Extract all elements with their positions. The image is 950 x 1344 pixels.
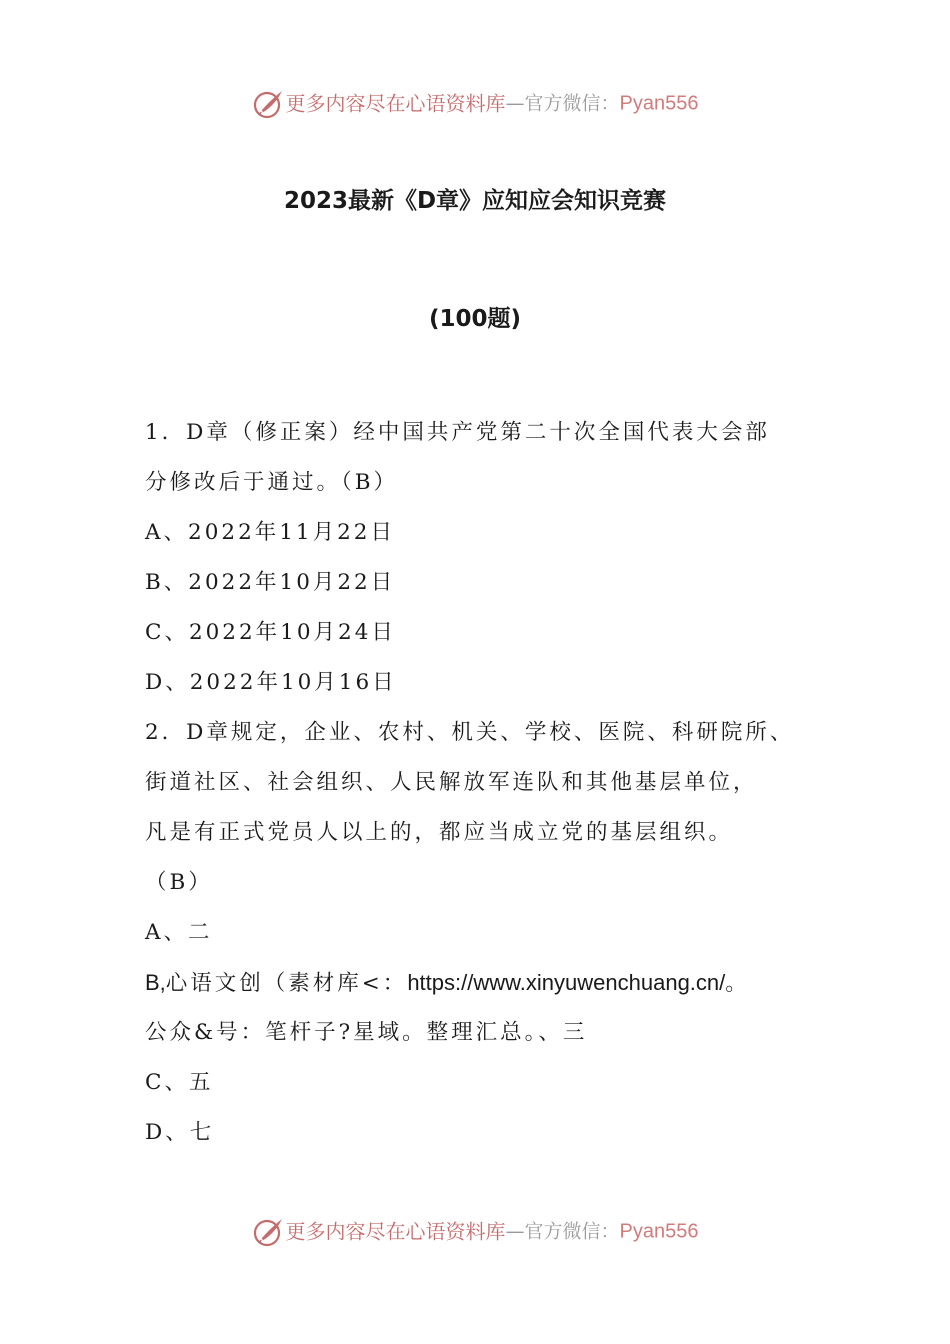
question-1-option-c: C、2022年10月24日 [145, 620, 396, 645]
document-subtitle: (100题) [428, 306, 522, 332]
question-2-option-a: A、二 [145, 920, 213, 945]
watermark-sub-text: —官方微信： [505, 92, 620, 115]
question-2-line-1: 2．D章规定，企业、农村、机关、学校、医院、科研院所、 [145, 720, 795, 745]
watermark-sub-text: —官方微信： [505, 1220, 620, 1243]
option-b-prefix: B, [145, 970, 166, 995]
question-2-option-c: C、五 [145, 1070, 214, 1095]
header-watermark [0, 87, 950, 119]
document-title: 2023最新《D章》应知应会知识竞赛 [283, 188, 667, 214]
watermark-wechat-id: Pyan556 [619, 1220, 699, 1243]
footer-watermark [0, 1215, 950, 1247]
question-2-answer: （B） [145, 870, 213, 895]
question-1-option-a: A、2022年11月22日 [145, 520, 395, 545]
question-2-line-2: 街道社区、社会组织、人民解放军连队和其他基层单位， [145, 770, 758, 795]
question-2-option-b [145, 963, 835, 1013]
ad-text-end: 。 [725, 971, 750, 996]
question-1-line-1: 1．D章（修正案）经中国共产党第二十次全国代表大会部 [145, 420, 770, 445]
ad-text: 心语文创（素材库<： [165, 971, 408, 996]
quill-logo-icon [252, 1217, 284, 1247]
watermark-main-text: 更多内容尽在心语资料库 [285, 91, 506, 116]
quill-logo-icon [252, 89, 284, 119]
question-1-option-b: B、2022年10月22日 [145, 570, 396, 595]
ad-continuation-line: 公众&号：笔杆子?星域。整理汇总。、三 [145, 1020, 588, 1045]
watermark-wechat-id: Pyan556 [619, 92, 699, 115]
question-1-line-2: 分修改后于通过。（B） [145, 470, 399, 495]
question-content [145, 413, 835, 1163]
ad-url-link[interactable]: https://www.xinyuwenchuang.cn/ [407, 970, 726, 995]
question-2-option-d: D、七 [145, 1120, 215, 1145]
watermark-main-text: 更多内容尽在心语资料库 [285, 1219, 506, 1244]
question-2-line-3: 凡是有正式党员人以上的，都应当成立党的基层组织。 [145, 820, 734, 845]
question-1-option-d: D、2022年10月16日 [145, 670, 397, 695]
